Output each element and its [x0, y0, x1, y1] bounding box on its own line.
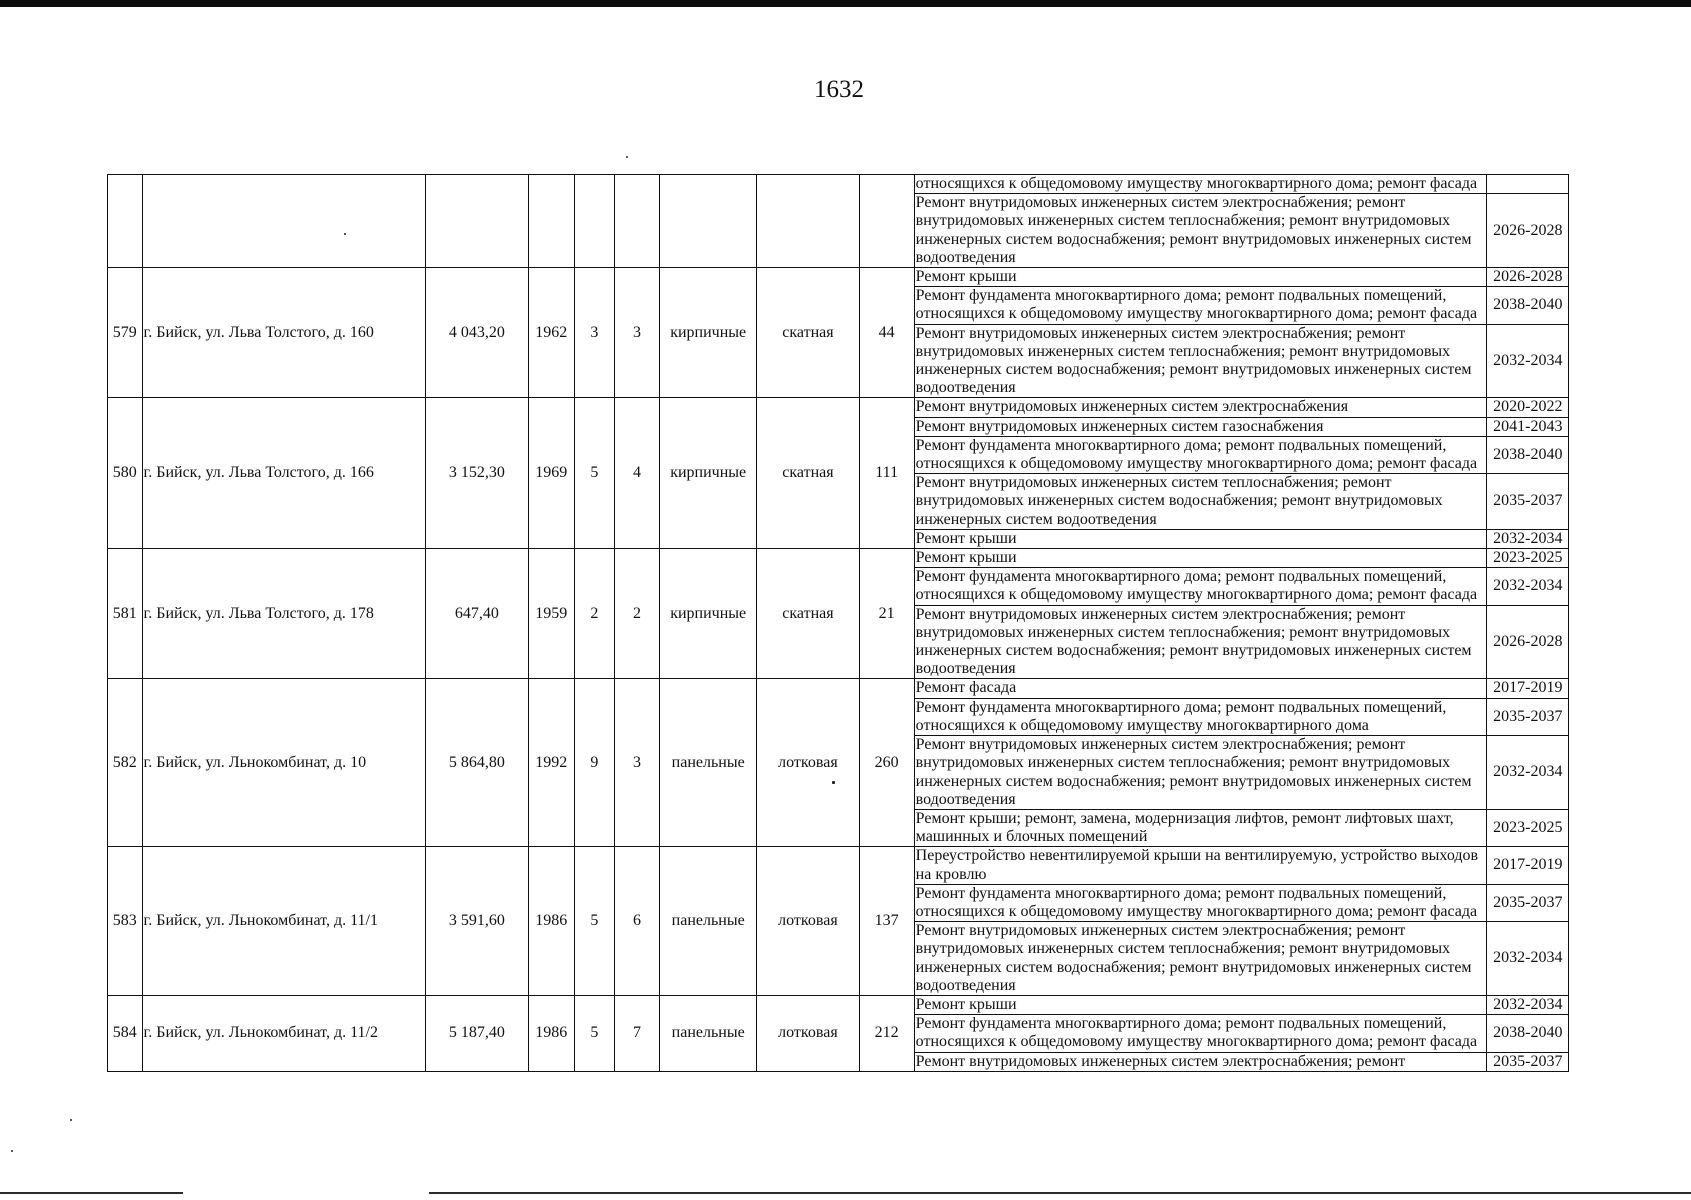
work-period-cell: 2026-2028 — [1487, 194, 1569, 268]
work-period-cell: 2017-2019 — [1487, 847, 1569, 884]
year-built-cell — [528, 175, 574, 268]
floors-cell: 3 — [574, 268, 614, 398]
year-built-cell: 1969 — [528, 398, 574, 549]
residents-cell: 137 — [859, 847, 914, 996]
roof-type-cell: скатная — [757, 549, 860, 679]
bottom-scan-line-left — [0, 1192, 183, 1194]
residents-cell: 44 — [859, 268, 914, 398]
wall-material-cell: панельные — [660, 995, 757, 1071]
work-type-cell: Ремонт крыши — [914, 549, 1487, 568]
work-type-cell: Ремонт фундамента многоквартирного дома; ремонт подвальных помещений, относящихся к общедомовому имуществу многоквартирного дома; ремонт фасада — [914, 1015, 1487, 1052]
work-period-cell: 2032-2034 — [1487, 922, 1569, 996]
work-type-cell: Ремонт фундамента многоквартирного дома; ремонт подвальных помещений, относящихся к общедомовому имуществу многоквартирного дома; ремонт фасада — [914, 287, 1487, 324]
work-period-cell: 2032-2034 — [1487, 568, 1569, 605]
area-cell: 5 864,80 — [426, 679, 529, 847]
work-period-cell: 2026-2028 — [1487, 605, 1569, 679]
table-row — [108, 679, 1569, 698]
table-row — [108, 549, 1569, 568]
roof-type-cell — [757, 175, 860, 268]
year-built-cell: 1986 — [528, 847, 574, 996]
work-type-cell: Ремонт внутридомовых инженерных систем теплоснабжения; ремонт внутридомовых инженерных систем водоснабжения; ремонт внутридомовых инженерных систем водоотведения — [914, 474, 1487, 530]
floors-cell: 2 — [574, 549, 614, 679]
work-period-cell: 2032-2034 — [1487, 529, 1569, 548]
wall-material-cell: панельные — [660, 847, 757, 996]
entrances-cell: 2 — [614, 549, 659, 679]
address-cell — [142, 175, 426, 268]
entrances-cell: 3 — [614, 268, 659, 398]
floors-cell: 9 — [574, 679, 614, 847]
work-type-cell: Ремонт внутридомовых инженерных систем электроснабжения; ремонт внутридомовых инженерных систем теплоснабжения; ремонт внутридомовых инженерных систем водоснабжения; ремонт внутридомовых инженерных систем водоотведения — [914, 194, 1487, 268]
work-period-cell: 2038-2040 — [1487, 436, 1569, 473]
address-cell: г. Бийск, ул. Льва Толстого, д. 160 — [142, 268, 426, 398]
bottom-scan-line-right — [429, 1192, 1691, 1194]
area-cell: 4 043,20 — [426, 268, 529, 398]
work-type-cell: Переустройство невентилируемой крыши на вентилируемую, устройство выходов на кровлю — [914, 847, 1487, 884]
address-cell: г. Бийск, ул. Льнокомбинат, д. 11/1 — [142, 847, 426, 996]
area-cell: 647,40 — [426, 549, 529, 679]
page-number: 1632 — [814, 76, 864, 103]
area-cell: 5 187,40 — [426, 995, 529, 1071]
wall-material-cell: кирпичные — [660, 398, 757, 549]
scan-speck — [344, 233, 346, 235]
residents-cell: 21 — [859, 549, 914, 679]
address-cell: г. Бийск, ул. Льва Толстого, д. 166 — [142, 398, 426, 549]
work-type-cell: Ремонт крыши — [914, 995, 1487, 1014]
floors-cell: 5 — [574, 847, 614, 996]
entrances-cell: 3 — [614, 679, 659, 847]
table-row — [108, 847, 1569, 884]
row-number-cell: 579 — [108, 268, 143, 398]
work-period-cell: 2041-2043 — [1487, 417, 1569, 436]
area-cell — [426, 175, 529, 268]
work-period-cell: 2035-2037 — [1487, 1052, 1569, 1071]
area-cell: 3 152,30 — [426, 398, 529, 549]
work-type-cell: Ремонт крыши; ремонт, замена, модернизация лифтов, ремонт лифтовых шахт, машинных и блочных помещений — [914, 809, 1487, 846]
work-type-cell: Ремонт фундамента многоквартирного дома; ремонт подвальных помещений, относящихся к общедомовому имуществу многоквартирного дома; ремонт фасада — [914, 884, 1487, 921]
work-type-cell: Ремонт фундамента многоквартирного дома; ремонт подвальных помещений, относящихся к общедомовому имуществу многоквартирного дома; ремонт фасада — [914, 568, 1487, 605]
top-scan-border — [0, 0, 1691, 7]
work-period-cell: 2017-2019 — [1487, 679, 1569, 698]
work-period-cell: 2032-2034 — [1487, 736, 1569, 810]
work-type-cell: Ремонт крыши — [914, 268, 1487, 287]
entrances-cell: 6 — [614, 847, 659, 996]
work-type-cell: Ремонт внутридомовых инженерных систем газоснабжения — [914, 417, 1487, 436]
table-row — [108, 995, 1569, 1014]
address-cell: г. Бийск, ул. Льнокомбинат, д. 10 — [142, 679, 426, 847]
residents-cell — [859, 175, 914, 268]
year-built-cell: 1986 — [528, 995, 574, 1071]
wall-material-cell: кирпичные — [660, 549, 757, 679]
table-row — [108, 268, 1569, 287]
work-type-cell: Ремонт внутридомовых инженерных систем электроснабжения; ремонт внутридомовых инженерных систем теплоснабжения; ремонт внутридомовых инженерных систем водоснабжения; ремонт внутридомовых инженерных систем водоотведения — [914, 736, 1487, 810]
roof-type-cell: скатная — [757, 398, 860, 549]
table-row — [108, 175, 1569, 194]
residents-cell: 212 — [859, 995, 914, 1071]
scan-speck — [11, 1150, 13, 1152]
work-period-cell: 2035-2037 — [1487, 884, 1569, 921]
row-number-cell: 581 — [108, 549, 143, 679]
wall-material-cell: кирпичные — [660, 268, 757, 398]
entrances-cell — [614, 175, 659, 268]
row-number-cell: 582 — [108, 679, 143, 847]
wall-material-cell — [660, 175, 757, 268]
work-period-cell: 2023-2025 — [1487, 809, 1569, 846]
row-number-cell: 584 — [108, 995, 143, 1071]
area-cell: 3 591,60 — [426, 847, 529, 996]
row-number-cell: 580 — [108, 398, 143, 549]
year-built-cell: 1992 — [528, 679, 574, 847]
work-type-cell: Ремонт фундамента многоквартирного дома; ремонт подвальных помещений, относящихся к общедомовому имуществу многоквартирного дома; ремонт фасада — [914, 436, 1487, 473]
scan-speck — [832, 781, 835, 784]
work-period-cell: 2026-2028 — [1487, 268, 1569, 287]
work-period-cell — [1487, 175, 1569, 194]
roof-type-cell: лотковая — [757, 847, 860, 996]
work-type-cell: Ремонт фасада — [914, 679, 1487, 698]
work-type-cell: относящихся к общедомовому имуществу многоквартирного дома; ремонт фасада — [914, 175, 1487, 194]
entrances-cell: 4 — [614, 398, 659, 549]
work-period-cell: 2032-2034 — [1487, 324, 1569, 398]
row-number-cell — [108, 175, 143, 268]
work-type-cell: Ремонт фундамента многоквартирного дома; ремонт подвальных помещений, относящихся к общедомовому имуществу многоквартирного дома — [914, 698, 1487, 735]
roof-type-cell: лотковая — [757, 679, 860, 847]
work-period-cell: 2032-2034 — [1487, 995, 1569, 1014]
table-row — [108, 398, 1569, 417]
row-number-cell: 583 — [108, 847, 143, 996]
work-period-cell: 2038-2040 — [1487, 287, 1569, 324]
work-type-cell: Ремонт внутридомовых инженерных систем электроснабжения; ремонт внутридомовых инженерных систем теплоснабжения; ремонт внутридомовых инженерных систем водоснабжения; ремонт внутридомовых инженерных систем водоотведения — [914, 922, 1487, 996]
scan-speck — [70, 1119, 72, 1121]
year-built-cell: 1962 — [528, 268, 574, 398]
floors-cell — [574, 175, 614, 268]
floors-cell: 5 — [574, 995, 614, 1071]
document-table — [107, 174, 1569, 1072]
work-period-cell: 2038-2040 — [1487, 1015, 1569, 1052]
work-type-cell: Ремонт крыши — [914, 529, 1487, 548]
wall-material-cell: панельные — [660, 679, 757, 847]
roof-type-cell: лотковая — [757, 995, 860, 1071]
address-cell: г. Бийск, ул. Льнокомбинат, д. 11/2 — [142, 995, 426, 1071]
work-type-cell: Ремонт внутридомовых инженерных систем электроснабжения; ремонт внутридомовых инженерных систем теплоснабжения; ремонт внутридомовых инженерных систем водоснабжения; ремонт внутридомовых инженерных систем водоотведения — [914, 324, 1487, 398]
entrances-cell: 7 — [614, 995, 659, 1071]
work-type-cell: Ремонт внутридомовых инженерных систем электроснабжения — [914, 398, 1487, 417]
scan-speck — [626, 156, 628, 158]
work-period-cell: 2023-2025 — [1487, 549, 1569, 568]
roof-type-cell: скатная — [757, 268, 860, 398]
work-period-cell: 2035-2037 — [1487, 698, 1569, 735]
work-type-cell: Ремонт внутридомовых инженерных систем электроснабжения; ремонт — [914, 1052, 1487, 1071]
residents-cell: 260 — [859, 679, 914, 847]
work-type-cell: Ремонт внутридомовых инженерных систем электроснабжения; ремонт внутридомовых инженерных систем теплоснабжения; ремонт внутридомовых инженерных систем водоснабжения; ремонт внутридомовых инженерных систем водоотведения — [914, 605, 1487, 679]
work-period-cell: 2035-2037 — [1487, 474, 1569, 530]
year-built-cell: 1959 — [528, 549, 574, 679]
table-body — [108, 175, 1569, 1072]
floors-cell: 5 — [574, 398, 614, 549]
address-cell: г. Бийск, ул. Льва Толстого, д. 178 — [142, 549, 426, 679]
work-period-cell: 2020-2022 — [1487, 398, 1569, 417]
residents-cell: 111 — [859, 398, 914, 549]
